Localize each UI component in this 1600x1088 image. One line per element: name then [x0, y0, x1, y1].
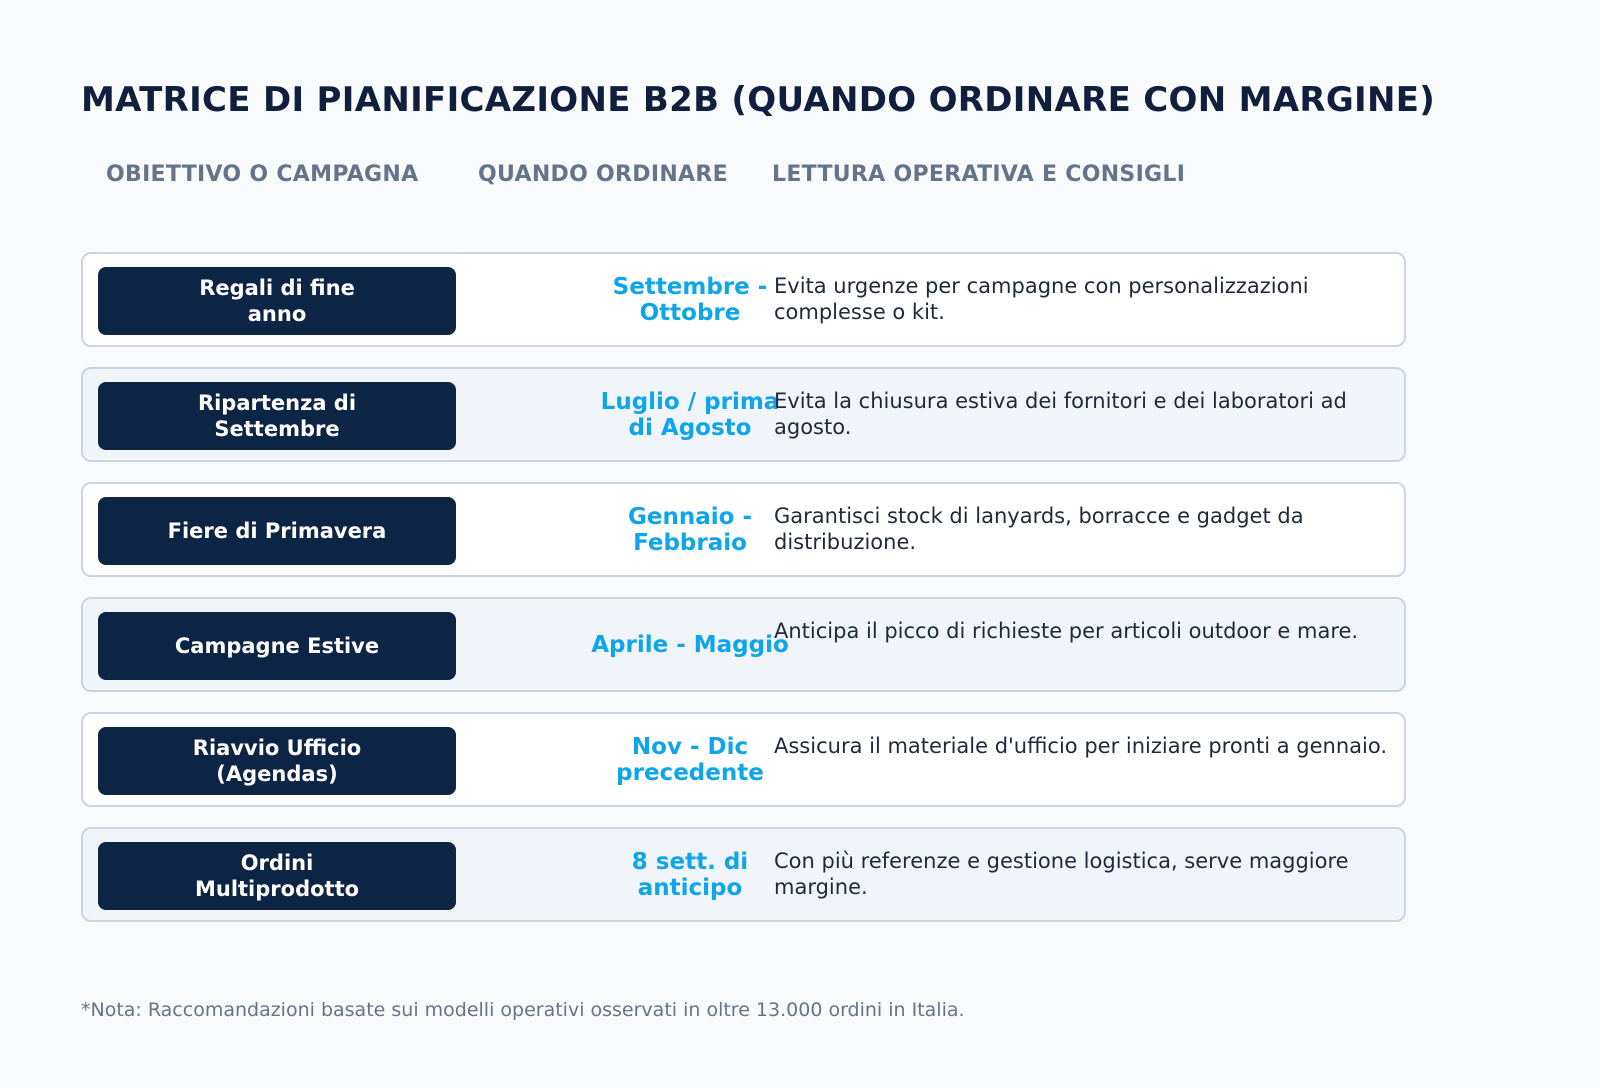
advice-text: Anticipa il picco di richieste per articoli outdoor e mare. [774, 619, 1359, 643]
table-row [81, 367, 1406, 462]
advice-text: Garantisci stock di lanyards, borracce e gadget da distribuzione. [774, 504, 1304, 554]
page-title: MATRICE DI PIANIFICAZIONE B2B (QUANDO ORDINARE CON MARGINE) [81, 80, 1436, 120]
campaign-label: Regali di fine anno [199, 276, 355, 326]
campaign-badge [98, 497, 456, 565]
table-row [81, 827, 1406, 922]
advice-text: Con più referenze e gestione logistica, serve maggiore margine. [774, 849, 1349, 899]
table-row [81, 597, 1406, 692]
column-header-reading: LETTURA OPERATIVA E CONSIGLI [772, 162, 1186, 187]
order-timing-label: Aprile - Maggio [591, 631, 789, 658]
campaign-badge [98, 267, 456, 335]
campaign-badge [98, 727, 456, 795]
table-row [81, 252, 1406, 347]
advice-text: Evita urgenze per campagne con personalizzazioni complesse o kit. [774, 274, 1309, 324]
order-timing-label: 8 sett. di anticipo [631, 848, 749, 901]
campaign-label: Ordini Multiprodotto [194, 851, 360, 901]
table-row [81, 482, 1406, 577]
order-timing [486, 599, 894, 690]
planning-table [81, 252, 1406, 942]
order-timing-label: Luglio / prima di Agosto [600, 388, 780, 441]
footnote: *Nota: Raccomandazioni basate sui modelli operativi osservati in oltre 13.000 ordini in Italia. [81, 999, 965, 1021]
order-timing [486, 714, 894, 805]
campaign-label: Fiere di Primavera [167, 519, 387, 543]
campaign-label: Riavvio Ufficio (Agendas) [192, 736, 362, 786]
advice-text: Evita la chiusura estiva dei fornitori e dei laboratori ad agosto. [774, 389, 1347, 439]
column-header-objective: OBIETTIVO O CAMPAGNA [106, 162, 419, 187]
campaign-badge [98, 842, 456, 910]
advice-text: Assicura il materiale d'ufficio per iniziare pronti a gennaio. [774, 734, 1388, 758]
campaign-label: Ripartenza di Settembre [197, 391, 357, 441]
campaign-label: Campagne Estive [174, 634, 380, 658]
order-timing-label: Settembre - Ottobre [612, 273, 768, 326]
campaign-badge [98, 382, 456, 450]
campaign-badge [98, 612, 456, 680]
order-timing-label: Gennaio - Febbraio [628, 503, 752, 556]
table-row [81, 712, 1406, 807]
order-timing-label: Nov - Dic precedente [616, 733, 764, 786]
column-header-when: QUANDO ORDINARE [478, 162, 728, 187]
